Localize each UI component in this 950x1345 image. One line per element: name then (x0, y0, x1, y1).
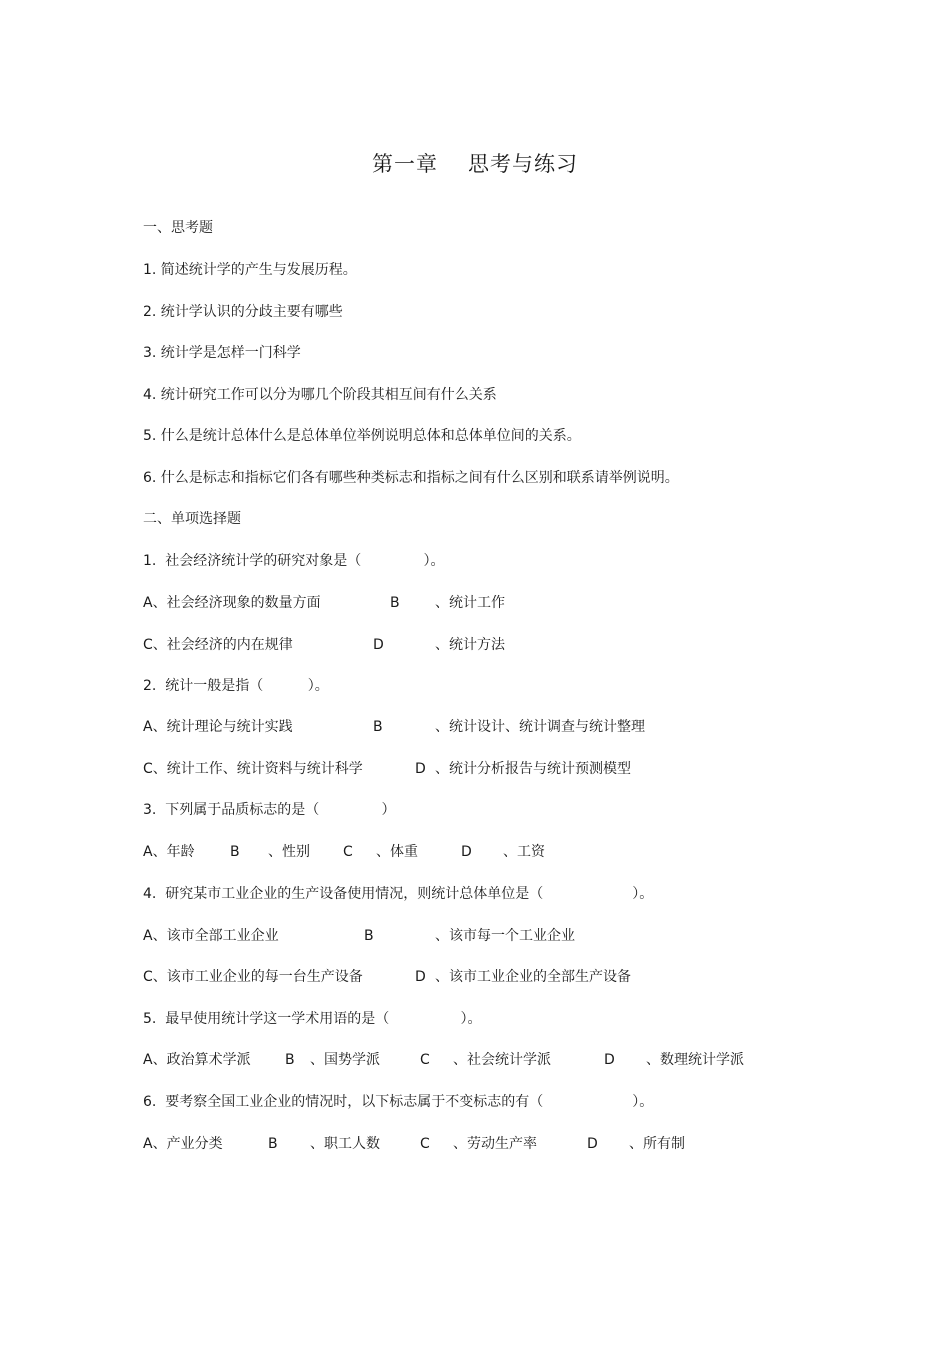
option-c-letter: C (420, 1052, 430, 1068)
option-b-letter: B (373, 719, 383, 735)
option-d: 、数理统计学派 (646, 1052, 744, 1068)
question-item: 2. 统计学认识的分歧主要有哪些 (143, 304, 343, 320)
section-heading-thinking: 一、思考题 (143, 220, 213, 236)
option-b-letter: B (285, 1052, 295, 1068)
option-b: 、统计设计、统计调查与统计整理 (435, 719, 645, 735)
option-c: 、劳动生产率 (453, 1136, 537, 1152)
option-b-letter: B (230, 844, 240, 860)
question-stem: 2. 统计一般是指（ ）。 (143, 678, 329, 694)
option-b: 、职工人数 (310, 1136, 380, 1152)
option-d-letter: D (415, 969, 426, 985)
option-b: 、性别 (268, 844, 310, 860)
page-title (0, 148, 950, 178)
option-d-letter: D (373, 637, 384, 653)
option-d-letter: D (587, 1136, 598, 1152)
option-b: 、统计工作 (435, 595, 505, 611)
option-c: 、社会统计学派 (453, 1052, 551, 1068)
question-stem: 5. 最早使用统计学这一学术用语的是（ ）。 (143, 1011, 482, 1027)
option-b-letter: B (268, 1136, 278, 1152)
option-c-letter: C (343, 844, 353, 860)
option-c: C、社会经济的内在规律 (143, 637, 293, 653)
option-c-letter: C (420, 1136, 430, 1152)
question-item: 4. 统计研究工作可以分为哪几个阶段其相互间有什么关系 (143, 387, 497, 403)
question-item: 3. 统计学是怎样一门科学 (143, 345, 301, 361)
question-item: 5. 什么是统计总体什么是总体单位举例说明总体和总体单位间的关系。 (143, 428, 581, 444)
option-a: A、政治算术学派 (143, 1052, 251, 1068)
option-d: 、统计方法 (435, 637, 505, 653)
section-heading-single-choice: 二、单项选择题 (143, 511, 241, 527)
question-stem: 3. 下列属于品质标志的是（ ） (143, 802, 396, 818)
option-a: A、统计理论与统计实践 (143, 719, 293, 735)
question-item: 1. 简述统计学的产生与发展历程。 (143, 262, 357, 278)
option-c: C、该市工业企业的每一台生产设备 (143, 969, 363, 985)
option-c: 、体重 (376, 844, 418, 860)
option-d-letter: D (415, 761, 426, 777)
question-stem: 1. 社会经济统计学的研究对象是（ ）。 (143, 553, 445, 569)
option-d: 、该市工业企业的全部生产设备 (435, 969, 631, 985)
chapter-label: 第一章 (372, 152, 438, 176)
option-d: 、工资 (503, 844, 545, 860)
chapter-subtitle: 思考与练习 (468, 152, 578, 176)
question-stem: 6. 要考察全国工业企业的情况时，以下标志属于不变标志的有（ ）。 (143, 1094, 654, 1110)
question-stem: 4. 研究某市工业企业的生产设备使用情况，则统计总体单位是（ ）。 (143, 886, 654, 902)
option-a: A、该市全部工业企业 (143, 928, 279, 944)
option-b: 、该市每一个工业企业 (435, 928, 575, 944)
option-a: A、年龄 (143, 844, 195, 860)
option-b: 、国势学派 (310, 1052, 380, 1068)
option-b-letter: B (364, 928, 374, 944)
option-d: 、统计分析报告与统计预测模型 (435, 761, 631, 777)
option-a: A、社会经济现象的数量方面 (143, 595, 321, 611)
option-d: 、所有制 (629, 1136, 685, 1152)
option-d-letter: D (604, 1052, 615, 1068)
option-b-letter: B (390, 595, 400, 611)
question-item: 6. 什么是标志和指标它们各有哪些种类标志和指标之间有什么区别和联系请举例说明。 (143, 470, 679, 486)
option-d-letter: D (461, 844, 472, 860)
option-c: C、统计工作、统计资料与统计科学 (143, 761, 363, 777)
option-a: A、产业分类 (143, 1136, 223, 1152)
